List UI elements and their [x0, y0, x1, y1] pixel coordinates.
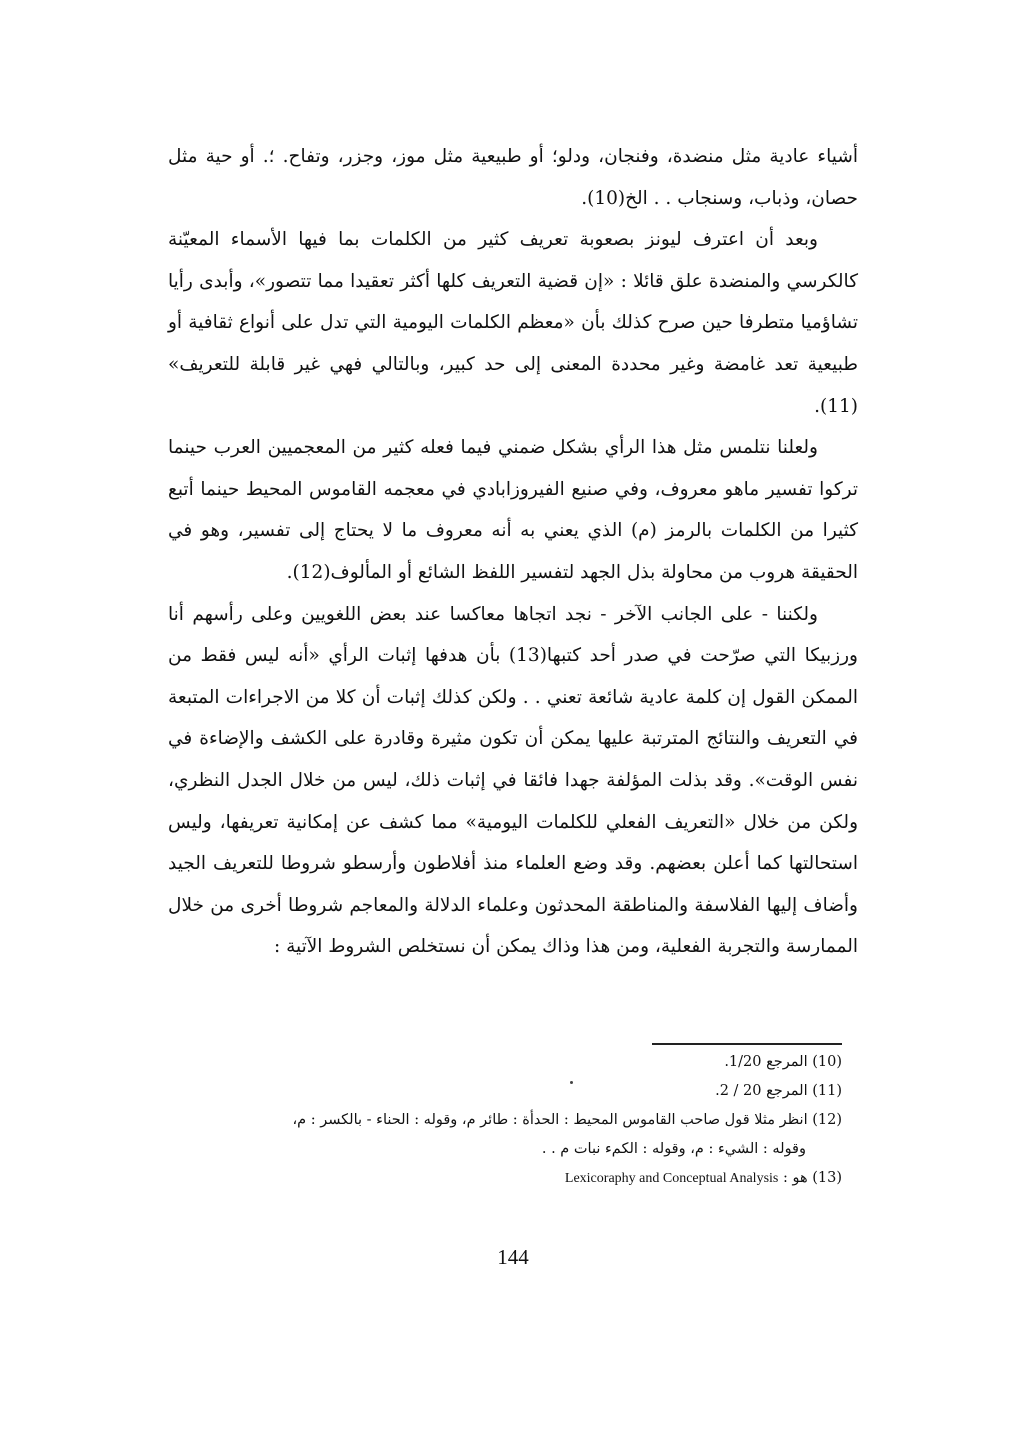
- footnote-13-title: Lexicoraphy and Conceptual Analysis: [564, 1171, 779, 1186]
- paragraph-2: وبعد أن اعترف ليونز بصعوبة تعريف كثير من الكلمات بما فيها الأسماء المعيّنة كالكرسي والمنضدة علق قائلا : «إن قضية التعريف كلها أكثر تعقيدا مما تتصور»، وأبدى رأيا تشاؤميا متطرفا حين صرح كذلك بأن «معظم الكلمات اليومية التي تدل على أنواع ثقافية أو طبيعية تعد غامضة وغير محددة المعنى إلى حد كبير، وبالتالي فهي غير قابلة للتعريف» (11).: [168, 229, 858, 417]
- footnote-11: (11) المرجع 20 / 2.: [715, 1083, 842, 1099]
- paragraph-3: ولعلنا نتلمس مثل هذا الرأي بشكل ضمني فيما فعله كثير من المعجميين العرب حينما تركوا تفسير ماهو معروف، وفي صنيع الفيروزابادي في معجمه القاموس المحيط حينما أتبع كثيرا من الكلمات بالرمز (م) الذي يعني به أنه معروف ما لا يحتاج إلى تفسير، وهو في الحقيقة هروب من محاولة بذل الجهد لتفسير اللفظ الشائع أو المألوف(12).: [168, 437, 858, 583]
- footnote-13: [168, 1164, 842, 1193]
- body-text: [168, 136, 858, 968]
- footnote-13-label: (13) هو :: [782, 1170, 842, 1186]
- paragraph-1: أشياء عادية مثل منضدة، وفنجان، ودلو؛ أو طبيعية مثل موز، وجزر، وتفاح. ؛. أو حية مثل حصان، وذباب، وسنجاب . . الخ(10).: [168, 146, 858, 209]
- paragraph-4: ولكننا - على الجانب الآخر - نجد اتجاها معاكسا عند بعض اللغويين وعلى رأسهم أنا ورزبيكا التي صرّحت في صدر أحد كتبها(13) بأن هدفها إثبات الرأي «أنه ليس فقط من الممكن القول إن كلمة عادية شائعة تعني . . ولكن كذلك إثبات أن كلا من الاجراءات المتبعة في التعريف والنتائج المترتبة عليها يمكن أن تكون مثيرة وقادرة على الكشف والإضاءة في نفس الوقت». وقد بذلت المؤلفة جهدا فائقا في إثبات ذلك، ليس من خلال الجدل النظري، ولكن من خلال «التعريف الفعلي للكلمات اليومية» مما كشف عن إمكانية تعريفها، وليس استحالتها كما أعلن بعضهم. وقد وضع العلماء منذ أفلاطون وأرسطو شروطا للتعريف الجيد وأضاف إليها الفلاسفة والمناطقة المحدثون وعلماء الدلالة والمعاجم شروطا أخرى من خلال الممارسة والتجربة الفعلية، ومن هذا وذاك يمكن أن نستخلص الشروط الآتية :: [168, 603, 858, 958]
- footnote-10: (10) المرجع 1/20.: [724, 1054, 842, 1070]
- footnotes: [168, 1048, 842, 1193]
- footnote-12: (12) انظر مثلا قول صاحب القاموس المحيط : الحدأة : طائر م، وقوله : الحناء - بالكسر : م،: [292, 1112, 842, 1128]
- page-number: 144: [497, 1245, 529, 1269]
- footnote-separator: [652, 1043, 842, 1045]
- footnote-12-continuation: وقوله : الشيء : م، وقوله : الكمء نبات م . .: [541, 1141, 806, 1157]
